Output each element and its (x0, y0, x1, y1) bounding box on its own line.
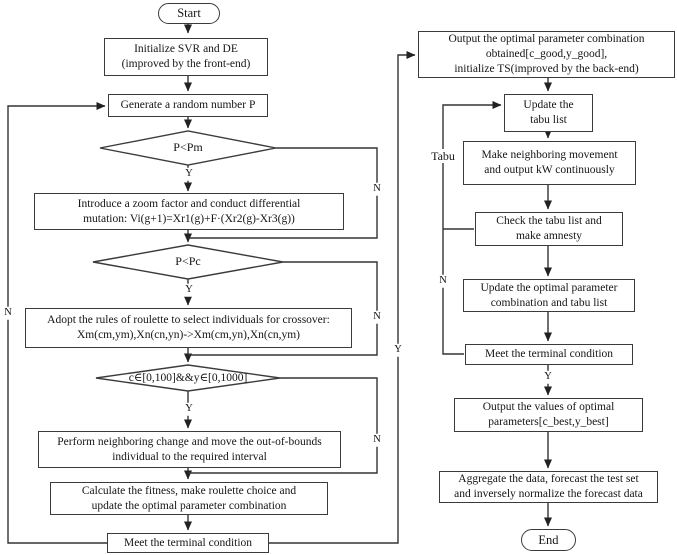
node-check-tabu-list (475, 212, 623, 246)
check-tabu-line-2: make amnesty (515, 230, 583, 242)
node-update-optimal-combination (463, 279, 635, 312)
edge-label-yes-terminal-right: Y (544, 370, 552, 382)
node-neighboring-movement (463, 141, 636, 185)
aggregate-line-1: Aggregate the data, forecast the test set (458, 473, 639, 486)
node-initialize-svr-de (104, 38, 268, 76)
start-label: Start (177, 6, 201, 21)
neighboring-movement-line-1: Make neighboring movement (481, 149, 618, 162)
pm-decision-label: P<Pm (173, 140, 203, 155)
neighboring-movement-line-2: and output kW continuously (484, 164, 615, 176)
node-terminal-condition-left (107, 533, 269, 553)
update-tabu-line-1: Update the (523, 99, 574, 112)
edge-label-yes-range: Y (185, 402, 193, 414)
edge-label-no-range: N (373, 433, 381, 445)
edge-label-yes-pm: Y (185, 167, 193, 179)
node-terminal-condition-right (465, 344, 633, 365)
node-neighboring-change (38, 431, 341, 468)
edge-label-tabu: Tabu (431, 149, 455, 163)
update-optimal-line-1: Update the optimal parameter (480, 281, 618, 294)
terminal-left-line-1: Meet the terminal condition (123, 536, 253, 549)
fitness-line-2: update the optimal parameter combination (91, 499, 287, 512)
edge-label-no-terminal-right: N (439, 274, 447, 286)
output-best-line-1: Output the values of optimal (482, 401, 615, 414)
edge-label-no-terminal-left: N (4, 306, 12, 318)
terminal-right-line-1: Meet the terminal condition (484, 348, 614, 361)
node-output-optimal-params (418, 31, 675, 78)
init-line-2: (improved by the front-end) (121, 58, 251, 70)
node-output-best-values (454, 398, 643, 432)
neighboring-change-line-2: individual to the required interval (112, 450, 267, 463)
end-label: End (538, 532, 559, 547)
check-tabu-line-1: Check the tabu list and (496, 215, 602, 228)
mutation-line-2: mutation: Vi(g+1)=Xr1(g)+F·(Xr2(g)-Xr3(g)) (83, 212, 295, 225)
node-calculate-fitness (50, 482, 328, 515)
update-tabu-line-2: tabu list (530, 114, 567, 126)
fitness-line-1: Calculate the fitness, make roulette choice and (81, 484, 297, 497)
edge-label-no-pc: N (373, 310, 381, 322)
aggregate-line-2: and inversely normalize the forecast data (454, 488, 643, 500)
crossover-line-1: Adopt the rules of roulette to select individuals for crossover: (47, 314, 330, 327)
start-terminator (158, 3, 220, 24)
output-params-line-1: Output the optimal parameter combination (448, 33, 645, 46)
edge-label-no-pm: N (373, 182, 381, 194)
node-aggregate-forecast (439, 471, 658, 503)
update-optimal-line-2: combination and tabu list (490, 296, 608, 309)
node-roulette-crossover (25, 308, 352, 348)
init-line-1: Initialize SVR and DE (134, 43, 238, 56)
pc-decision-label: P<Pc (175, 254, 201, 269)
edge-label-yes-pc: Y (185, 283, 193, 295)
end-terminator (521, 529, 576, 551)
node-generate-random-p (108, 94, 268, 117)
output-params-line-3: initialize TS(improved by the back-end) (454, 62, 639, 75)
generate-line-1: Generate a random number P (120, 99, 256, 112)
range-decision-label: c∈[0,100]&&y∈[0,1000] (128, 371, 248, 384)
node-update-tabu-list (504, 94, 593, 132)
output-best-line-2: parameters[c_best,y_best] (488, 416, 609, 428)
mutation-line-1: Introduce a zoom factor and conduct differential (77, 197, 301, 210)
output-params-line-2: obtained[c_good,y_good], (485, 48, 608, 61)
node-differential-mutation (34, 193, 344, 230)
neighboring-change-line-1: Perform neighboring change and move the out-of-bounds (57, 435, 322, 448)
crossover-line-2: Xm(cm,ym),Xn(cn,yn)->Xm(cm,yn),Xn(cn,ym) (76, 329, 300, 341)
edge-label-yes-terminal-left: Y (394, 343, 402, 355)
